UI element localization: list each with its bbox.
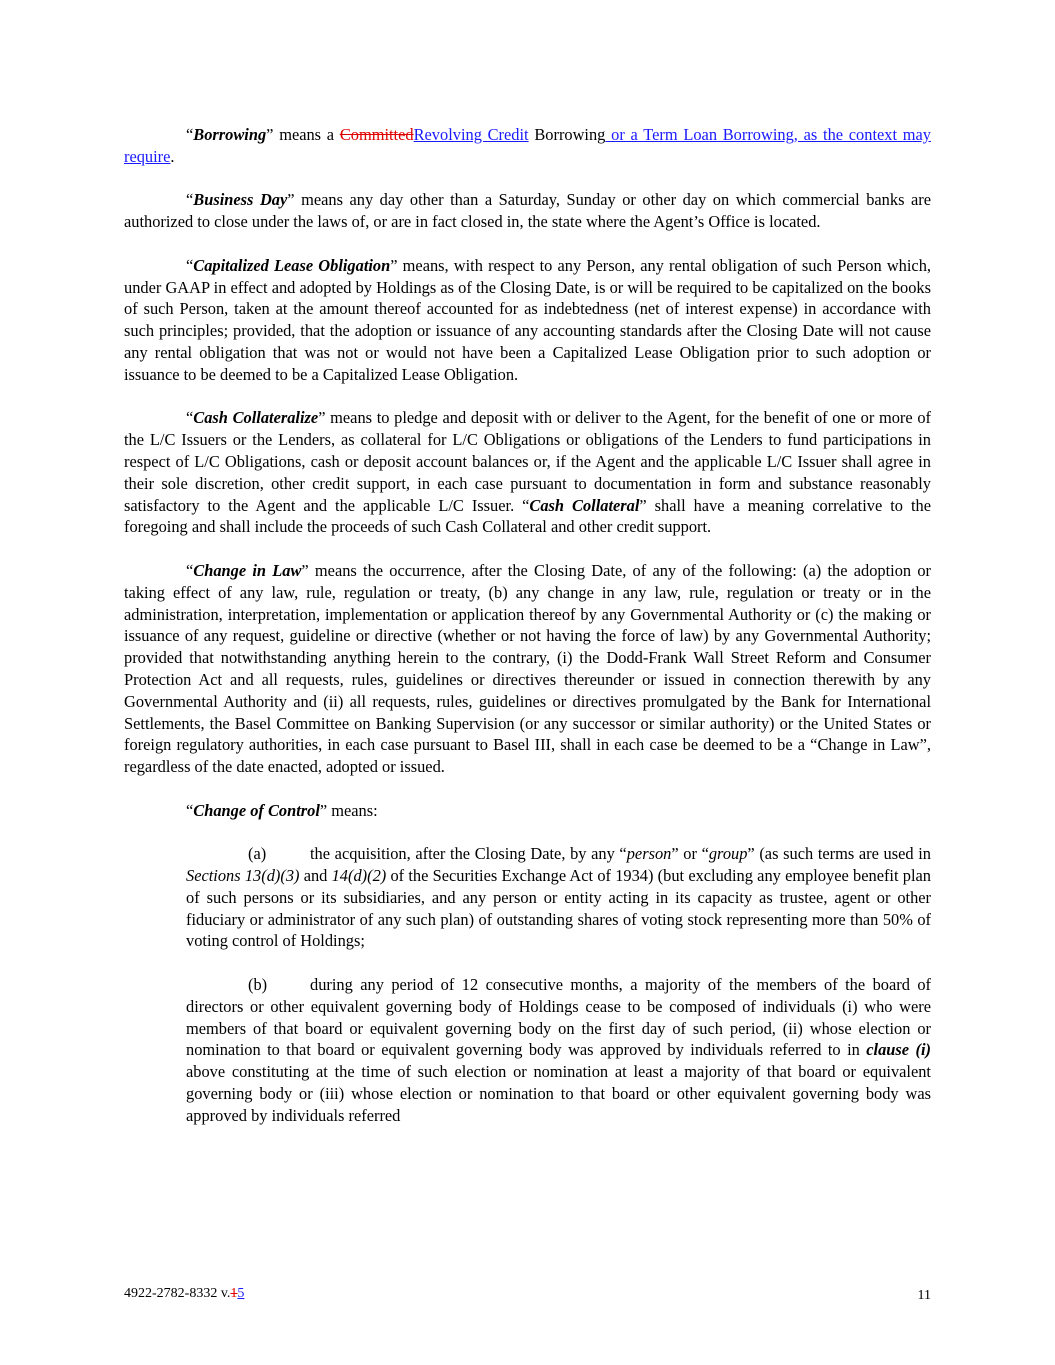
document-page	[124, 124, 931, 1127]
definition-business-day: “Business Day” means any day other than a Saturday, Sunday or other day on which commercial banks are authorized to close under the laws of, or are in fact closed in, the state where the Agent’s Office is located.	[124, 190, 931, 232]
deleted-text: 1	[230, 1286, 238, 1301]
page-number: 11	[917, 1288, 931, 1303]
defined-term: Business Day	[193, 190, 288, 210]
deleted-text: Committed	[339, 125, 414, 144]
clause-label: (a)	[248, 844, 267, 864]
definition-cash-collateralize: “Cash Collateralize” means to pledge and deposit with or deliver to the Agent, for the benefit of one or more of the L/C Issuers or the Lenders, as collateral for L/C Obligations or obligations of the Lenders to fund participations in respect of L/C Obligations, cash or deposit account balances or, if the Agent and the applicable L/C Issuer shall agree in their sole discretion, other credit support, in each case pursuant to documentation in form and substance reasonably satisfactory to the Agent and the applicable L/C Issuer. “Cash Collateral” shall have a meaning correlative to the foregoing and shall include the proceeds of such Cash Collateral and other credit support.	[124, 408, 931, 537]
definition-capitalized-lease-obligation: “Capitalized Lease Obligation” means, with respect to any Person, any rental obligation of such Person which, under GAAP in effect and adopted by Holdings as of the Closing Date, is or will be required to be capitalized on the books of such Person, taken at the amount thereof accounted for as indebtedness (net of interest expense) in accordance with such principles; provided, that the adoption or issuance of any accounting standards after the Closing Date will not cause any rental obligation that was not or would not have been a Capitalized Lease Obligation prior to such adoption or issuance to be deemed to be a Capitalized Lease Obligation.	[124, 255, 931, 384]
inserted-text: Revolving Credit	[413, 125, 529, 144]
defined-term: Borrowing	[193, 125, 267, 144]
definition-change-of-control: “Change of Control” means:	[186, 800, 378, 820]
defined-term: Change of Control	[193, 800, 320, 820]
defined-term: Cash Collateralize	[193, 408, 319, 428]
clause-label: (b)	[248, 975, 268, 995]
definition-change-in-law: “Change in Law” means the occurrence, after the Closing Date, of any of the following: (a) the adoption or taking effect of any law, rule, regulation or treaty, (b) any change in any law, rule, regulation or treaty or in the administration, interpretation, implementation or application thereof by any Governmental Authority or (c) the making or issuance of any request, guideline or directive (whether or not having the force of law) by any Governmental Authority; provided that notwithstanding anything herein to the contrary, (i) the Dodd-Frank Wall Street Reform and Consumer Protection Act and all requests, rules, guidelines or directives thereunder or issued in connection therewith by any Governmental Authority and (ii) all requests, rules, guidelines or directives promulgated by the Bank for International Settlements, the Basel Committee on Banking Supervision (or any successor or similar authority) or the United States or foreign regulatory authorities, in each case pursuant to Basel III, shall in each case be deemed to be a “Change in Law”, regardless of the date enacted, adopted or issued.	[124, 560, 931, 777]
definition-borrowing: “Borrowing” means a CommittedRevolving Credit Borrowing or a Term Loan Borrowing, as the context may require.	[124, 125, 931, 166]
defined-term: Cash Collateral	[529, 495, 640, 515]
clause-a: (a) the acquisition, after the Closing Date, by any “person” or “group” (as such terms are used in Sections 13(d)(3) and 14(d)(2) of the Securities Exchange Act of 1934) (but excluding any employee benefit plan of such persons or its subsidiaries, and any person or entity acting in its capacity as trustee, agent or other fiduciary or administrator of any such plan) of outstanding shares of voting stock representing more than 50% of voting control of Holdings;	[186, 844, 932, 951]
inserted-text: or a Term Loan Borrowing, as the context may require	[124, 125, 931, 166]
defined-term: Change in Law	[193, 560, 302, 580]
defined-term: Capitalized Lease Obligation	[193, 255, 391, 275]
clause-b: (b) during any period of 12 consecutive months, a majority of the members of the board of directors or other equivalent governing body of Holdings cease to be composed of individuals (i) who were members of that board or equivalent governing body on the first day of such period, (ii) whose election or nomination to that board or equivalent governing body was approved by individuals referred to in clause (i) above constituting at the time of such election or nomination at least a majority of that board or equivalent governing body or (iii) whose election or nomination to that board or other equivalent governing body was approved by individuals referred	[186, 975, 931, 1125]
document-id: 4922-2782-8332 v.15	[124, 1286, 245, 1301]
inserted-text: 5	[237, 1286, 245, 1301]
